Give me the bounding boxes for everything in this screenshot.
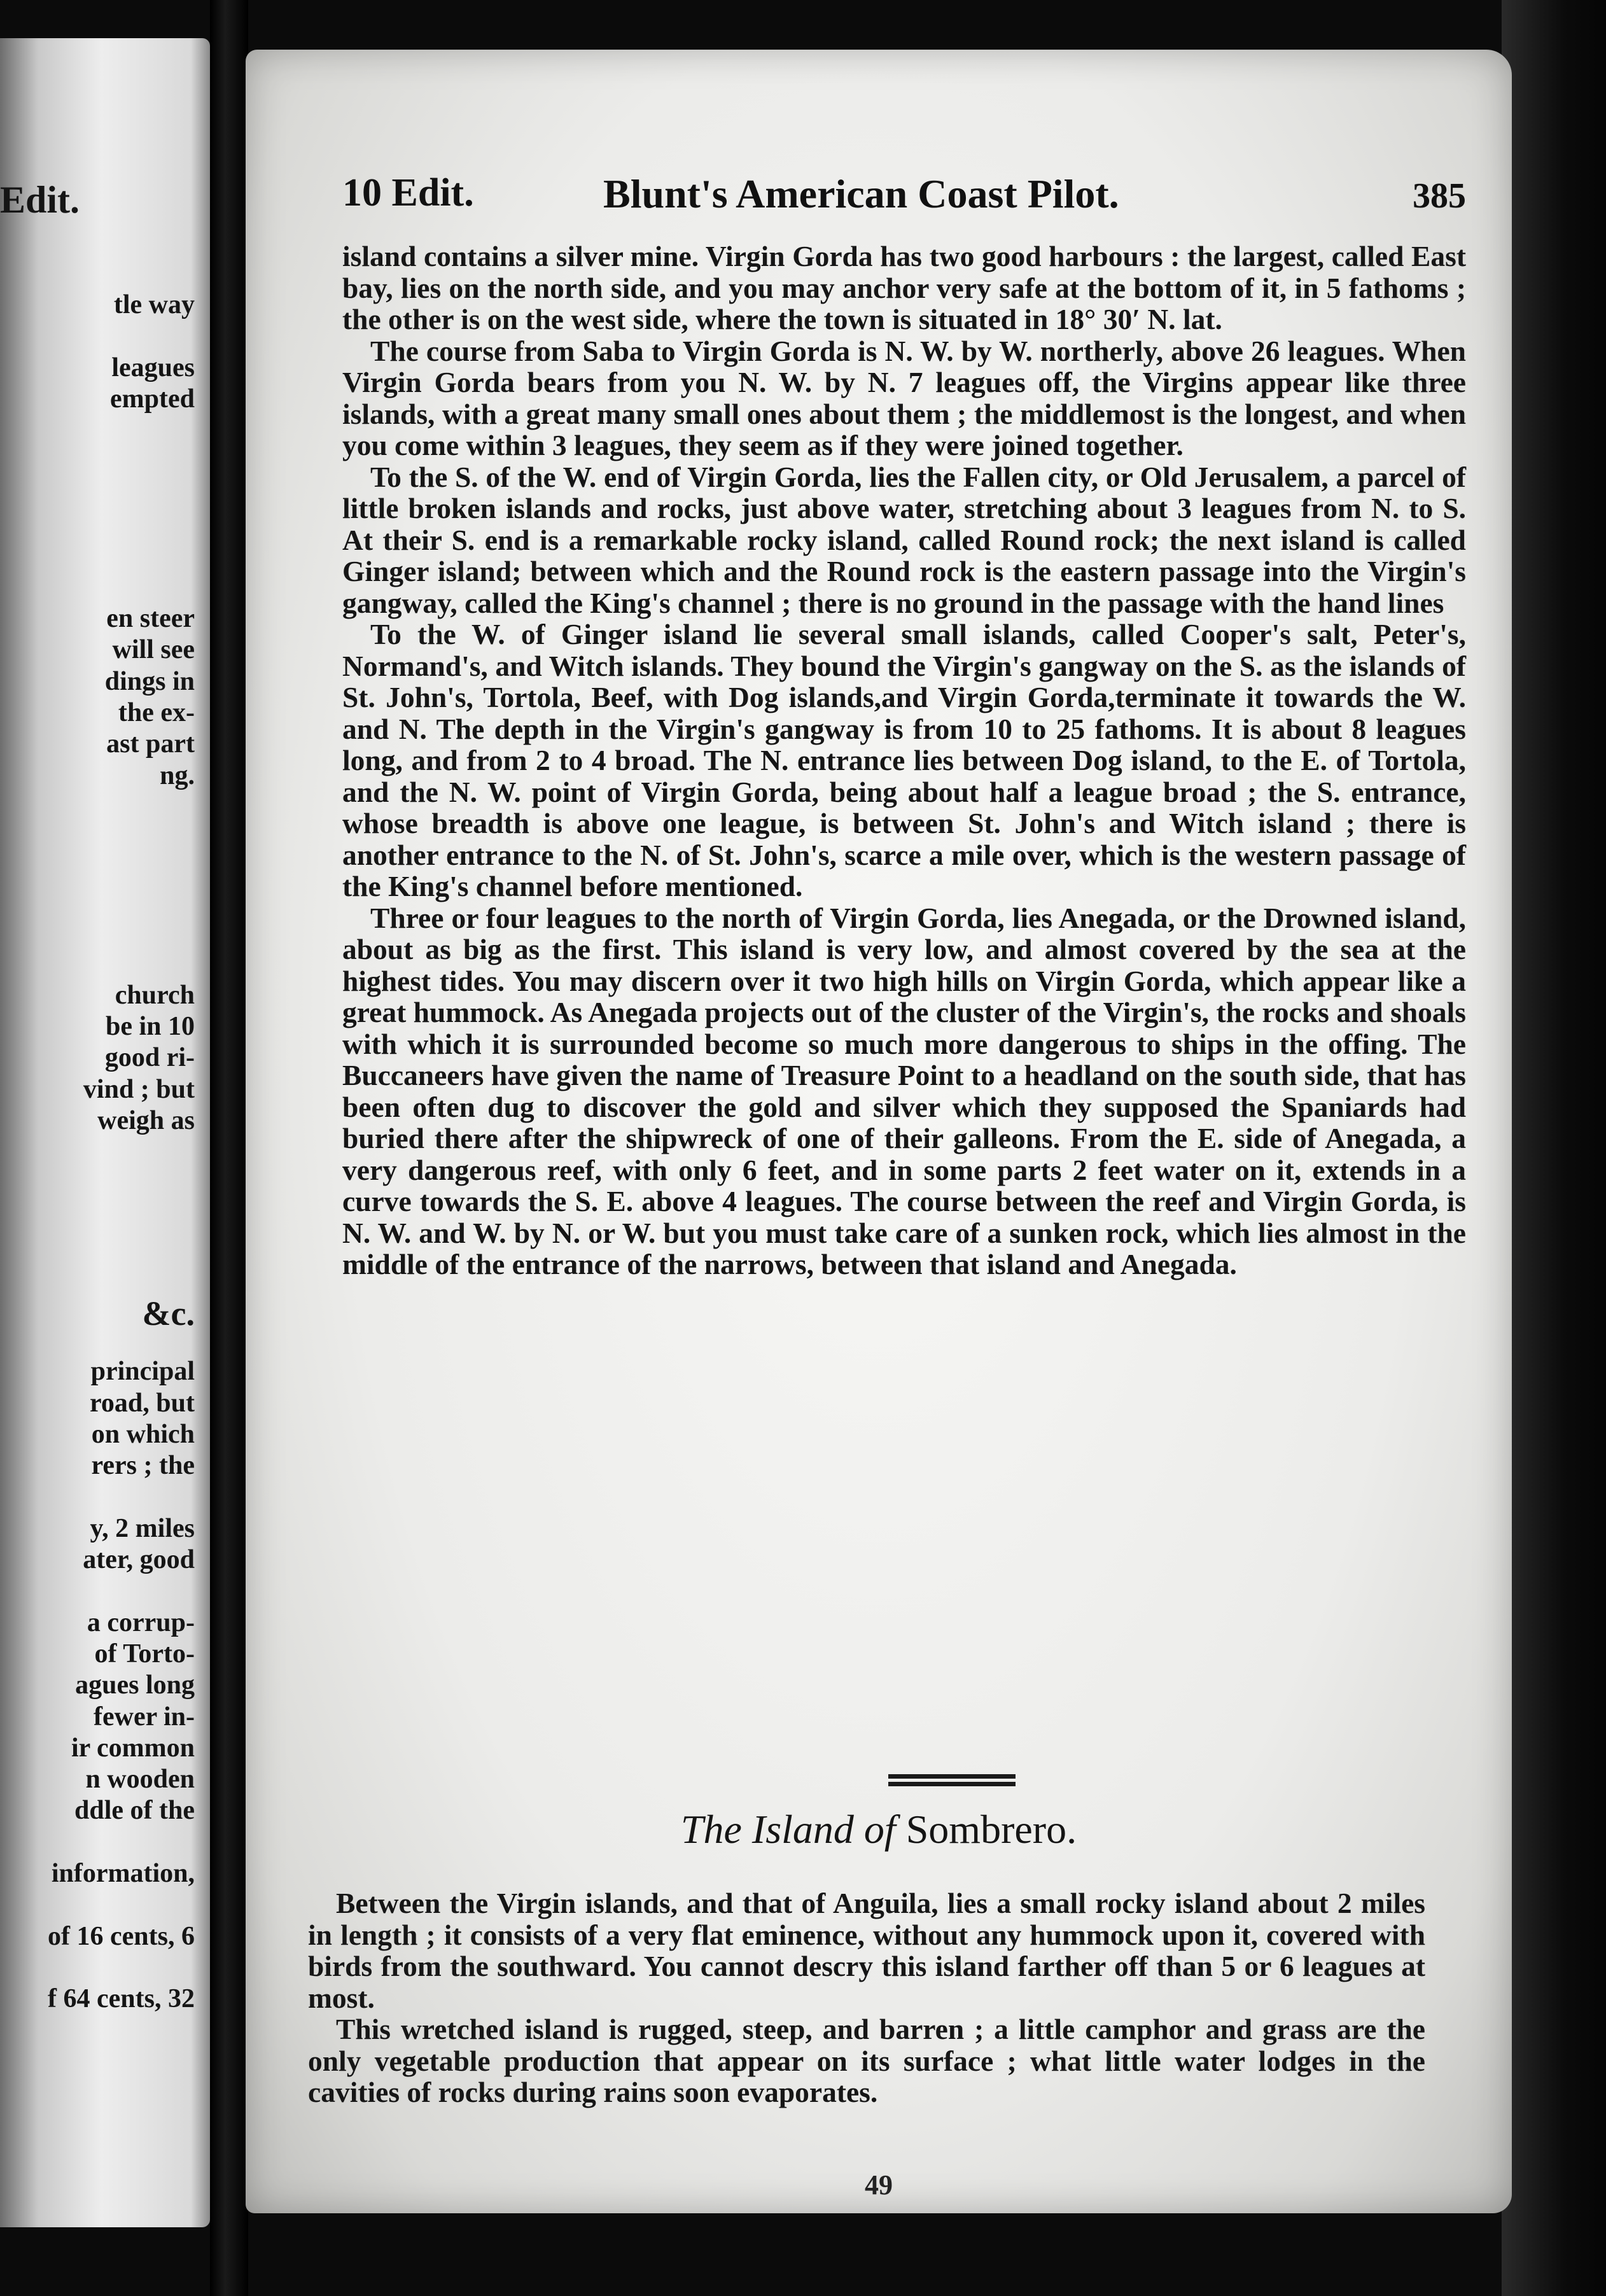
paragraph: Three or four leagues to the north of Virgin Gorda, lies Anegada, or the Drowned island, about as big as the first. This island is very low, and almost covered by the sea at the highest tides. You may discern over it two high hills on Virgin Gorda, which appear like a great hummock. As Anegada projects out of the cluster of the Virgin's, the rocks and shoals with which it is surrounded become so much more dangerous to ships in the offing. The Buccaneers have given the name of Treasure Point to a headland on the south side, that has been often dug to discover the gold and silver which they supposed the Spaniards had buried there after the shipwreck of one of their galleons. From the E. side of Anegada, a very dangerous reef, with only 6 feet, and in some parts 2 feet water on it, extends in a curve towards the S. E. above 4 leagues. The course between the reef and Virgin Gorda, is N. W. and W. by N. or W. but you must take care of a sunken rock, which lies almost in the middle of the entrance of the narrows, between that island and Anegada. — [342, 901, 1466, 1280]
left-page-line: on which — [91, 1419, 195, 1449]
left-page-line: tle way — [113, 290, 195, 319]
running-header — [342, 171, 1466, 228]
main-page — [246, 50, 1512, 2213]
left-page-line: vind ; but — [83, 1074, 195, 1104]
left-page-line: y, 2 miles — [90, 1513, 195, 1543]
left-page-line: empted — [110, 384, 195, 414]
left-page-line: ng. — [160, 760, 195, 790]
section-title-italic: The Island of — [680, 1807, 896, 1852]
left-page-line: principal — [90, 1357, 195, 1387]
left-page-line: information, — [51, 1859, 195, 1888]
left-page-line: agues long — [75, 1670, 195, 1700]
left-page-line: be in 10 — [105, 1011, 195, 1041]
body-text — [342, 241, 1466, 1280]
left-page-line: &c. — [142, 1294, 195, 1333]
paragraph: This wretched island is rugged, steep, and barren ; a little camphor and grass are the only vegetable production that appear on its surface ; what little water lodges in the cavities of rocks during rains soon evaporates. — [308, 2013, 1425, 2108]
left-page-line: of Torto- — [94, 1639, 195, 1669]
left-page-header: Edit. — [0, 179, 80, 221]
left-page-line: rers ; the — [91, 1451, 195, 1481]
section-title-roman: Sombrero. — [905, 1807, 1077, 1852]
left-page-line: ir common — [71, 1733, 195, 1763]
edition-label: 10 Edit. — [342, 171, 474, 214]
left-page-line: ater, good — [83, 1545, 195, 1574]
section-divider — [888, 1774, 1016, 1786]
book-title: Blunt's American Coast Pilot. — [603, 171, 1119, 216]
left-page-line: will see — [112, 635, 195, 665]
paragraph: The course from Saba to Virgin Gorda is N. W. by W. northerly, above 26 leagues. When Virgin Gorda bears from you N. W. by N. 7 leagues off, the Virgins appear like three islands, with a great many small ones about them ; the middlemost is the longest, and when you come within 3 leagues, they seem as if they were joined together. — [342, 334, 1466, 461]
left-page-line: road, but — [90, 1388, 195, 1418]
section-text — [308, 1887, 1425, 2108]
left-page-line: the ex- — [118, 697, 195, 727]
left-page-line: leagues — [111, 353, 195, 382]
left-page-line: of 16 cents, 6 — [48, 1921, 195, 1951]
left-page-line: a corrup- — [87, 1607, 195, 1637]
left-page-line: ast part — [106, 729, 195, 759]
left-page-line: ddle of the — [74, 1796, 195, 1826]
left-page-line: f 64 cents, 32 — [48, 1984, 195, 2014]
left-page-line: weigh as — [97, 1105, 195, 1135]
paragraph: island contains a silver mine. Virgin Gorda has two good harbours : the largest, called East bay, lies on the north side, and you may anchor very safe at the bottom of it, in 5 fathoms ; the other is on the west side, where the town is situated in 18° 30′ N. lat. — [342, 240, 1466, 335]
page-number: 385 — [1413, 176, 1466, 216]
right-edge-shadow — [1502, 0, 1606, 2296]
left-page-line: en steer — [106, 604, 195, 633]
paragraph: To the S. of the W. end of Virgin Gorda, lies the Fallen city, or Old Jerusalem, a parcel of little broken islands and rocks, just above water, stretching about 3 leagues from N. to S. At their S. end is a remarkable rocky island, called Round rock; the next island is called Ginger island; between which and the Round rock is the eastern passage into the Virgin's gangway, called the King's channel ; there is no ground in the passage with the hand lines — [342, 460, 1466, 619]
section-title — [246, 1806, 1512, 1853]
paragraph: Between the Virgin islands, and that of Anguila, lies a small rocky island about 2 miles in length ; it consists of a very flat eminence, without any hummock upon it, covered with birds from the southward. You cannot descry this island farther off than 5 or 6 leagues at most. — [308, 1887, 1425, 2014]
signature-mark: 49 — [865, 2169, 893, 2201]
paragraph: To the W. of Ginger island lie several small islands, called Cooper's salt, Peter's, Normand's, and Witch islands. They bound the Virgin's gangway on the S. as the islands of St. John's, Tortola, Beef, with Dog islands,and Virgin Gorda,terminate it towards the W. and N. The depth in the Virgin's gangway is from 10 to 25 fathoms. It is about 8 leagues long, and from 2 to 4 broad. The N. entrance lies between Dog island, to the E. of Tortola, and the N. W. point of Virgin Gorda, being about half a league broad ; the S. entrance, whose breadth is above one league, is between St. John's and Witch island ; there is another entrance to the N. of St. John's, scarce a mile over, which is the western passage of the King's channel before mentioned. — [342, 618, 1466, 902]
left-page-fragment — [0, 38, 210, 2227]
left-page-line: church — [115, 980, 195, 1010]
left-page-line: dings in — [104, 666, 195, 696]
left-page-line: fewer in- — [94, 1702, 195, 1732]
left-page-line: good ri- — [104, 1043, 195, 1073]
book-gutter — [210, 0, 248, 2296]
left-page-line: n wooden — [85, 1765, 195, 1795]
